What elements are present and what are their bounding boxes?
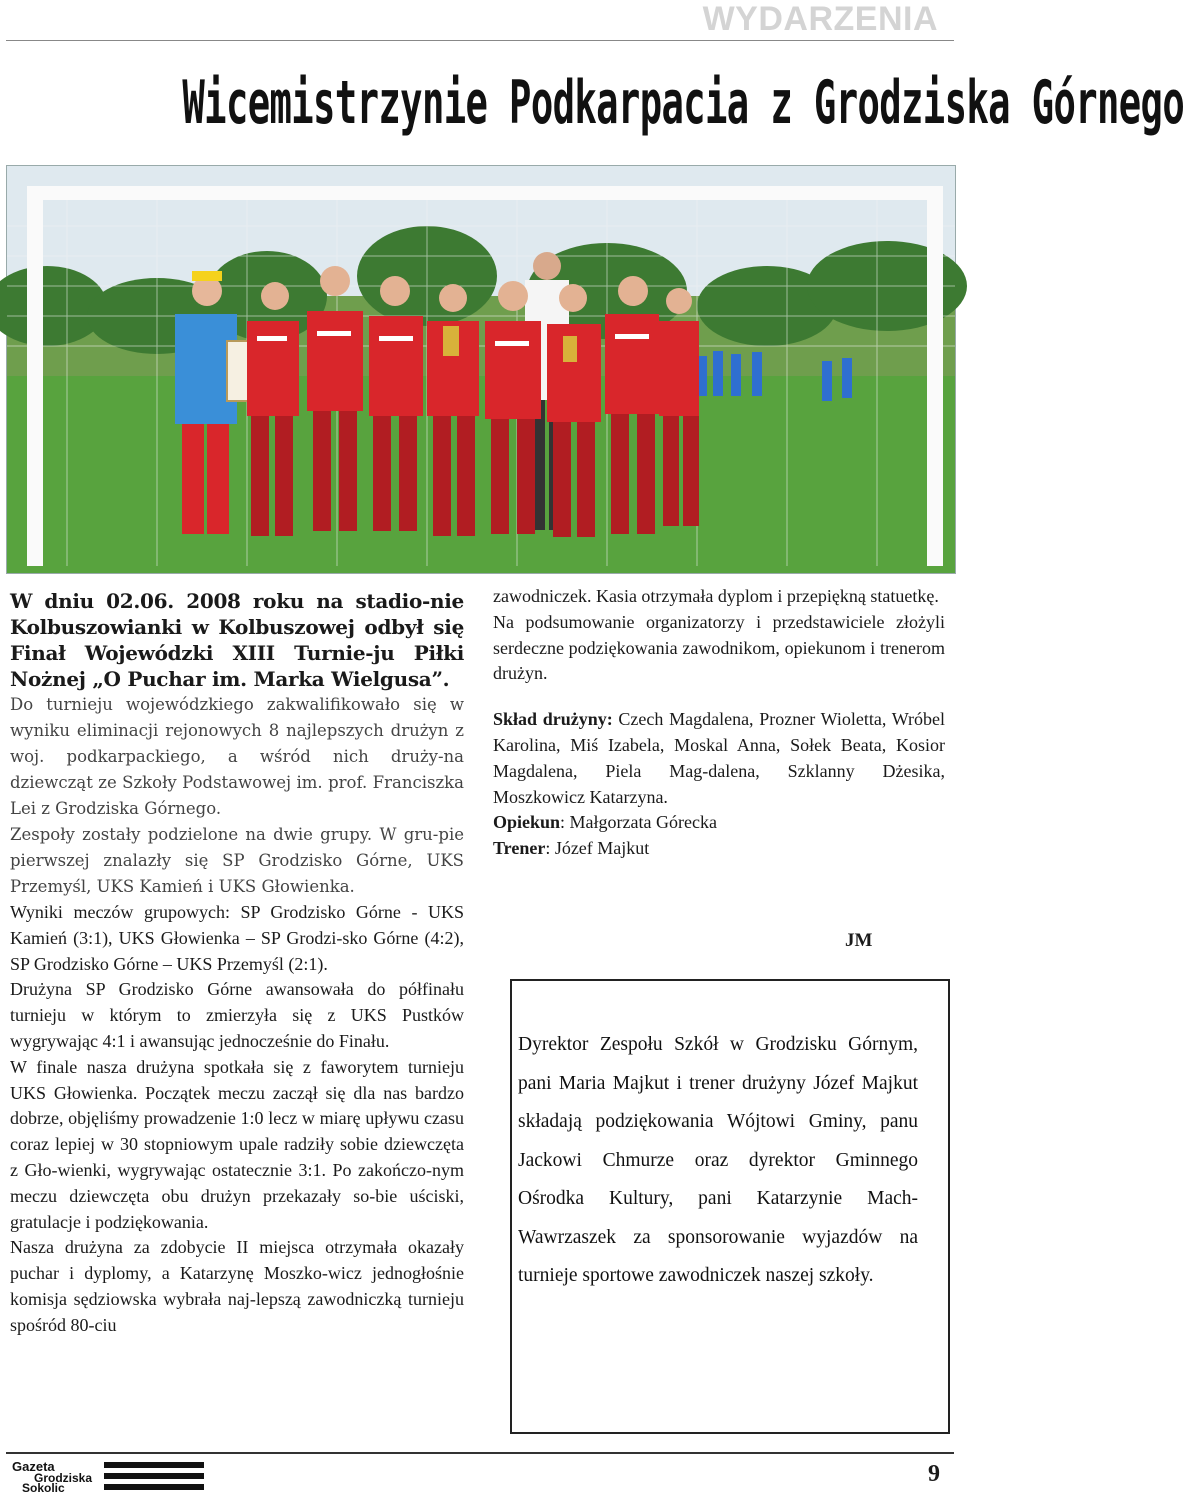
article-paragraph: Drużyna SP Grodzisko Górne awansowała do półfinału turnieju w którym to zmierzyła się z UKS Pustków wygrywając 4:1 i awansując jednocześnie do Finału.: [10, 979, 464, 1051]
page-number: 9: [928, 1461, 940, 1487]
header-divider: [6, 40, 954, 41]
article-paragraph: Wyniki meczów grupowych: SP Grodzisko Górne - UKS Kamień (3:1), UKS Głowienka – SP Grodzi-sko Górne (4:2), SP Grodzisko Górne – UKS Przemyśl (2:1).: [10, 902, 464, 974]
squad-list: Czech Magdalena, Prozner Wioletta, Wróbel Karolina, Miś Izabela, Moskal Anna, Sołek Beata, Kosior Magdalena, Piela Mag-dalena, Szklanny Dżesika, Moszkowicz Katarzyna.: [493, 709, 945, 807]
thanks-text: Dyrektor Zespołu Szkół w Grodzisku Górnym, pani Maria Majkut i trener drużyny Józef Majkut składają podziękowania Wójtowi Gminy, panu Jackowi Chmurze oraz dyrektor Gminnego Ośrodka Kultury, pani Katarzynie Mach-Wawrzaszek za sponsorowanie wyjazdów na turnieje sportowe zawodniczek naszej szkoły.: [518, 1034, 918, 1286]
logo-line-3: Sokolic: [22, 1481, 65, 1495]
newspaper-logo: [8, 1459, 208, 1498]
guardian-label: Opiekun: [493, 812, 561, 833]
article-paragraph: Na podsumowanie organizatorzy i przedstawiciele złożyli serdeczne podziękowania zawodnikom, opiekunom i trenerom drużyn.: [493, 611, 945, 684]
article-paragraph: Nasza drużyna za zdobycie II miejsca otrzymała okazały puchar i dyplomy, a Katarzynę Moszko-wicz jednogłośnie komisja sędziowska wybrała naj-lepszą zawodniczką turnieju spośród 80-ciu: [10, 1237, 464, 1335]
logo-line-1: Gazeta: [12, 1459, 55, 1474]
logo-line-2: Grodziska: [34, 1471, 93, 1485]
coach-line: [493, 836, 945, 862]
article-paragraph: W finale nasza drużyna spotkała się z faworytem turnieju UKS Głowienka. Początek meczu zaczął się dla nas bardzo dobrze, objęliśmy prowadzenie 1:0 lecz w miarę upływu czasu coraz lepiej w 30 stopniowym upale radziły sobie dziewczęta z Gło-wienki, wygrywając ostatecznie 3:1. Po zakończo-nym meczu dziewczęta obu drużyn przekazały so-bie uściski, gratulacje i podziękowania.: [10, 1056, 464, 1232]
thanks-box: [510, 979, 950, 1434]
section-label: WYDARZENIA: [702, 0, 938, 38]
article-column-left: [10, 588, 464, 1339]
team-squad: [493, 707, 945, 810]
article-column-right: [493, 584, 945, 862]
footer-divider: [6, 1452, 954, 1454]
article-headline: Wicemistrzynie Podkarpacia z Grodziska Górnego: [182, 68, 1184, 138]
article-paragraph: Do turnieju wojewódzkiego zakwalifikowało się w wyniku eliminacji rejonowych 8 najlepszych drużyn z woj. podkarpackiego, a wśród nich druży-na dziewcząt ze Szkoły Podstawowej im. prof. Franciszka Lei z Grodziska Górnego.: [10, 695, 464, 818]
guardian-line: [493, 810, 945, 836]
team-photo: [6, 165, 956, 574]
article-paragraph: Zespoły zostały podzielone na dwie grupy. W gru-pie pierwszej znalazły się SP Grodzisko Górne, UKS Przemyśl, UKS Kamień i UKS Głowienka.: [10, 825, 464, 896]
guardian-name: : Małgorzata Górecka: [560, 812, 717, 833]
coach-label: Trener: [493, 838, 546, 859]
article-lead: W dniu 02.06. 2008 roku na stadio-nie Kolbuszowianki w Kolbuszowej odbył się Finał Wojewódzki XIII Turnie-ju Piłki Nożnej „O Puchar im. Marka Wielgusa”.: [10, 589, 464, 691]
coach-name: : Józef Majkut: [545, 838, 650, 859]
squad-label: Skład drużyny:: [493, 709, 613, 730]
author-signature: JM: [845, 930, 873, 951]
article-paragraph: zawodniczek. Kasia otrzymała dyplom i przepiękną statuetkę.: [493, 586, 939, 606]
